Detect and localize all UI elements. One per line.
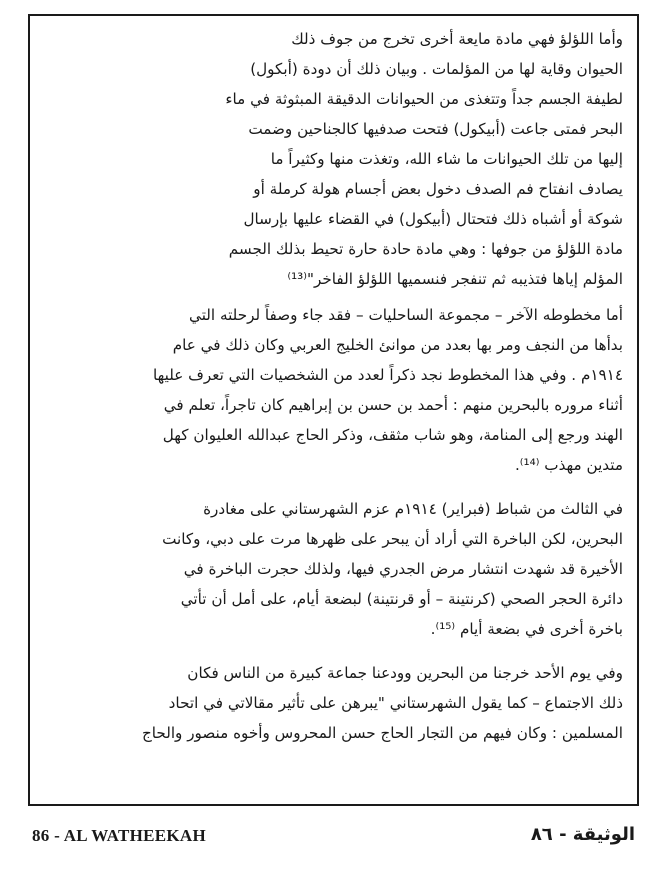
- text-line: الهند ورجع إلى المنامة، وهو شاب مثقف، وذكر الحاج عبدالله العليوان كهل: [162, 426, 623, 444]
- article-body: [44, 24, 623, 796]
- text-line: في الثالث من شباط (فبراير) ١٩١٤م عزم الشهرستاني على مغادرة: [203, 500, 623, 518]
- text-line: مادة اللؤلؤ من جوفها : وهي مادة حادة حارة تحيط بذلك الجسم: [228, 240, 623, 258]
- text-line: المؤلم إياها فتذيبه ثم تنفجر فنسميها اللؤلؤ الفاخر"⁽¹³⁾: [287, 270, 623, 288]
- paragraph-manuscript: [44, 300, 623, 480]
- text-line: البحرين، لكن الباخرة التي أراد أن يبحر على ظهرها مرت على دبي، وكانت: [162, 530, 623, 548]
- footer-page-label-latin: 86 - AL WATHEEKAH: [32, 826, 207, 845]
- text-line: الأخيرة قد شهدت انتشار مرض الجدري فيها، ولذلك حجرت الباخرة في: [183, 560, 623, 578]
- text-line: البحر فمتى جاعت (أبيكول) فتحت صدفيها كالجناحين وضمت: [248, 120, 623, 138]
- page-footer: [28, 826, 639, 856]
- text-line: ١٩١٤م . وفي هذا المخطوط نجد ذكراً لعدد من الشخصيات التي تعرف عليها: [153, 366, 623, 384]
- text-line: يصادف انفتاح فم الصدف دخول بعض أجسام هولة كرملة أو: [253, 180, 623, 198]
- paragraph-farewell: [44, 658, 623, 748]
- text-line: المسلمين : وكان فيهم من التجار الحاج حسن المحروس وأخوه منصور والحاج: [141, 724, 623, 742]
- text-line: باخرة أخرى في بضعة أيام ⁽¹⁵⁾.: [430, 620, 623, 638]
- footer-page-label-arabic: الوثيقة - ٨٦: [530, 824, 635, 845]
- text-line: متدين مهذب ⁽¹⁴⁾.: [514, 456, 623, 474]
- text-line: أثناء مروره بالبحرين منهم : أحمد بن حسن بن إبراهيم كان تاجراً، تعلم في: [163, 396, 623, 414]
- text-line: وأما اللؤلؤ فهي مادة مايعة أخرى تخرج من جوف ذلك: [291, 30, 623, 48]
- text-line: شوكة أو أشباه ذلك فتحتال (أبيكول) في القضاء عليها بإرسال: [243, 210, 623, 228]
- text-frame: [28, 14, 639, 806]
- text-line: الحيوان وقاية لها من المؤلمات . وبيان ذلك أن دودة (أبكول): [250, 60, 623, 78]
- text-line: إليها من تلك الحيوانات ما شاء الله، وتغذت منها وكثيراً ما: [270, 150, 623, 168]
- text-line: لطيفة الجسم جداً وتتغذى من الحيوانات الدقيقة المبثوثة في ماء: [225, 90, 623, 108]
- text-line: ذلك الاجتماع – كما يقول الشهرستاني "يبرهن على تأثير مقالاتي في اتحاد: [168, 694, 623, 712]
- text-line: بدأها من النجف ومر بها بعدد من موانئ الخليج العربي وكان ذلك في عام: [172, 336, 623, 354]
- text-line: أما مخطوطه الآخر – مجموعة الساحليات – فقد جاء وصفاً لرحلته التي: [189, 306, 623, 324]
- text-line: وفي يوم الأحد خرجنا من البحرين وودعنا جماعة كبيرة من الناس فكان: [187, 664, 623, 682]
- paragraph-pearl-description: [44, 24, 623, 294]
- text-line: دائرة الحجر الصحي (كرنتينة – أو قرنتينة) لبضعة أيام، على أمل أن تأتي: [180, 590, 623, 608]
- paragraph-departure: [44, 494, 623, 644]
